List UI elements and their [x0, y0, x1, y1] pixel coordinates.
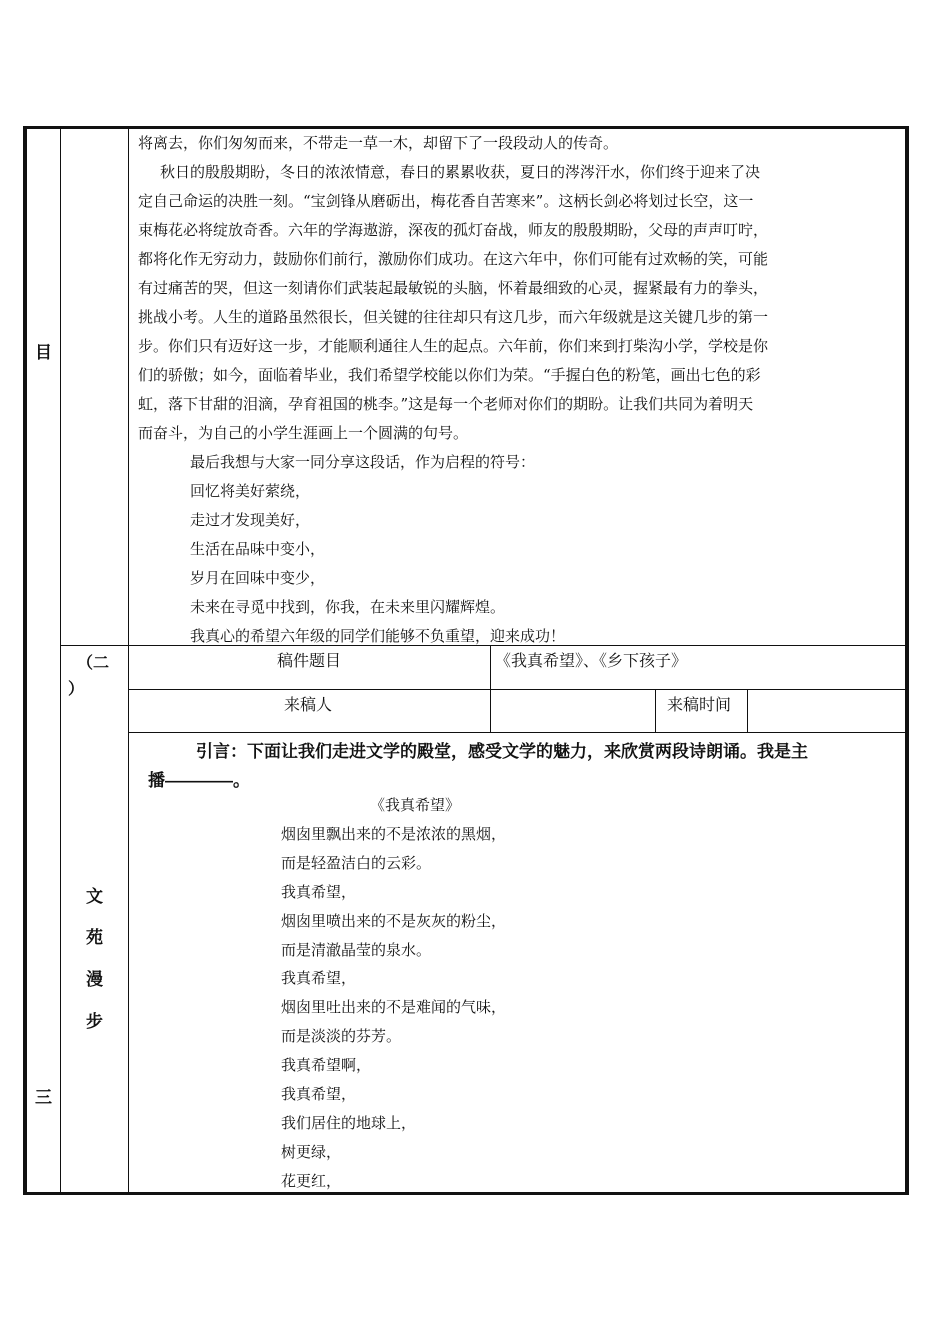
- frame-right-border: [905, 126, 909, 1195]
- speech-line: 而奋斗，为自己的小学生涯画上一个圆满的句号。: [138, 424, 469, 442]
- poem-line: 烟囱里喷出来的不是灰灰的粉尘，: [281, 911, 507, 930]
- frame-left-border: [23, 126, 27, 1195]
- speech-line: 步。你们只有迈好这一步，才能顺利通往人生的起点。六年前，你们来到打柴沟小学，学校是你: [138, 337, 769, 355]
- row-divider-author-row: [128, 732, 908, 733]
- subsection-title-char: 文: [86, 887, 103, 907]
- poem-line: 烟囱里飘出来的不是浓浓的黑烟，: [281, 825, 507, 843]
- submit-time-label: 来稿时间: [667, 697, 732, 714]
- speech-line: 我真心的希望六年级的同学们能够不负重望，迎来成功！: [190, 627, 566, 645]
- poem-line: 而是淡淡的芬芳。: [281, 1027, 402, 1046]
- subsection-number: （二: [77, 653, 110, 672]
- section-label-san: 三: [35, 1088, 52, 1108]
- subsection-title-char: 步: [86, 1012, 103, 1032]
- poem-line: 而是轻盈洁白的云彩。: [281, 853, 432, 872]
- col1-divider: [60, 126, 61, 1195]
- poem-line: 我真希望啊，: [281, 1056, 372, 1075]
- speech-line: 岁月在回味中变少，: [190, 569, 326, 587]
- poem-line: 我真希望，: [281, 882, 357, 901]
- speech-line: 束梅花必将绽放奇香。六年的学海遨游，深夜的孤灯奋战，师友的殷殷期盼，父母的声声叮咛，: [138, 221, 769, 239]
- speech-line: 秋日的殷殷期盼，冬日的浓浓情意，春日的累累收获，夏日的涔涔汗水，你们终于迎来了决: [160, 163, 761, 181]
- speech-line: 挑战小考。人生的道路虽然很长，但关键的往往却只有这几步，而六年级就是这关键几步的第一: [138, 308, 769, 326]
- poem-line: 我真希望，: [281, 1085, 357, 1104]
- manuscript-title-label: 稿件题目: [277, 653, 342, 670]
- poem-body: [281, 820, 506, 1196]
- poem-line: 我们居住的地球上，: [281, 1113, 417, 1132]
- form-divider-time-value: [747, 689, 748, 733]
- poem-line: 我真希望，: [281, 969, 357, 988]
- speech-line: 未来在寻觅中找到，你我，在未来里闪耀辉煌。: [190, 598, 506, 616]
- form-divider-time-label: [655, 689, 656, 733]
- poem-line: 树更绿，: [281, 1142, 342, 1161]
- subsection-number-close: ）: [68, 679, 85, 698]
- col2-divider: [128, 126, 129, 1195]
- speech-line: 最后我想与大家一同分享这段话，作为启程的符号：: [190, 453, 536, 471]
- speech-line: 有过痛苦的哭，但这一刻请你们武装起最敏锐的头脑，怀着最细致的心灵，握紧最有力的拳头，: [138, 279, 769, 297]
- speech-line: 生活在品味中变小，: [190, 540, 326, 558]
- speech-line: 将离去，你们匆匆而来，不带走一草一木，却留下了一段段动人的传奇。: [138, 134, 619, 152]
- row-divider-title-row: [128, 689, 908, 690]
- section-label-mu: 目: [35, 343, 52, 363]
- subsection-title-char: 苑: [86, 928, 103, 948]
- poem-line: 而是清澈晶莹的泉水。: [281, 940, 432, 959]
- speech-line: 回忆将美好萦绕，: [190, 482, 311, 500]
- intro-line: 播————。: [148, 771, 250, 790]
- poem-line: 花更红，: [281, 1171, 342, 1190]
- speech-line: 定自己命运的决胜一刻。“宝剑锋从磨砺出，梅花香自苦寒来”。这柄长剑必将划过长空，这一: [138, 192, 754, 210]
- speech-line: 走过才发现美好，: [190, 511, 311, 529]
- speech-line: 都将化作无穷动力，鼓励你们前行，激励你们成功。在这六年中，你们可能有过欢畅的笑，可能: [138, 250, 769, 268]
- speech-line: 虹，落下甘甜的泪滴，孕育祖国的桃李。”这是每一个老师对你们的期盼。让我们共同为着明天: [138, 395, 754, 413]
- manuscript-title-value: 《我真希望》、《乡下孩子》: [495, 653, 688, 670]
- author-label: 来稿人: [284, 697, 333, 714]
- poem-title: 《我真希望》: [370, 796, 461, 814]
- poem-line: 烟囱里吐出来的不是难闻的气味，: [281, 998, 507, 1017]
- subsection-title-char: 漫: [86, 970, 103, 990]
- form-divider-title: [490, 645, 491, 733]
- intro-line: 引言：下面让我们走进文学的殿堂，感受文学的魅力，来欣赏两段诗朗诵。我是主: [196, 742, 808, 761]
- intro-paragraph: [148, 737, 893, 795]
- speech-line: 们的骄傲；如今，面临着毕业，我们希望学校能以你们为荣。“手握白色的粉笔，画出七色的彩: [138, 366, 761, 384]
- speech-text-block: [138, 129, 888, 651]
